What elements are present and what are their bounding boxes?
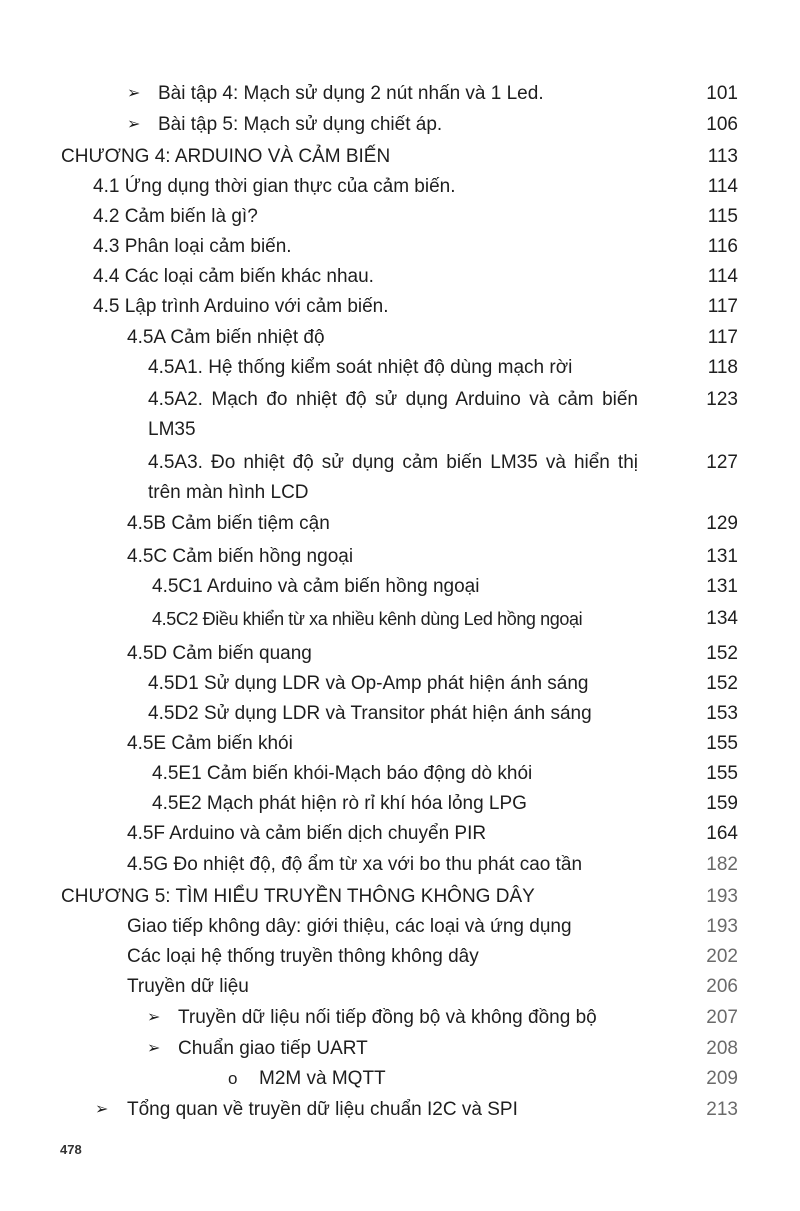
arrow-bullet-icon: ➢ [127, 85, 141, 102]
toc-entry-title: Tổng quan về truyền dữ liệu chuẩn I2C và SPI [127, 1099, 518, 1120]
toc-entry-title: 4.5D Cảm biến quang [127, 643, 312, 664]
toc-entry-page: 134 [706, 608, 738, 629]
toc-entry-page: 127 [706, 452, 738, 473]
toc-entry-page: 152 [706, 673, 738, 694]
toc-entry-title: 4.1 Ứng dụng thời gian thực của cảm biến. [93, 176, 456, 197]
toc-entry [0, 669, 800, 699]
toc-entry [0, 572, 800, 602]
arrow-bullet-icon: ➢ [147, 1009, 161, 1026]
toc-entry-page: 115 [707, 206, 738, 227]
toc-entry [0, 819, 800, 849]
toc-entry-title: 4.5C1 Arduino và cảm biến hồng ngoại [152, 576, 480, 597]
toc-entry-page: 118 [707, 357, 738, 378]
toc-entry [0, 542, 800, 572]
toc-entry-title: 4.5E Cảm biến khói [127, 733, 293, 754]
page-number: 478 [60, 1142, 82, 1157]
toc-entry-page: 209 [706, 1068, 738, 1089]
toc-entry-page: 123 [706, 389, 738, 410]
toc-entry-page: 131 [706, 546, 738, 567]
toc-entry [0, 353, 800, 383]
toc-entry-page: 213 [706, 1099, 738, 1120]
toc-entry [0, 789, 800, 819]
toc-chapter-title: CHƯƠNG 4: ARDUINO VÀ CẢM BIẾN [61, 146, 391, 167]
toc-entry-page: 117 [707, 327, 738, 348]
toc-entry-title: 4.5C2 Điều khiển từ xa nhiều kênh dùng Led hồng ngoại [152, 609, 583, 629]
toc-entry-page: 129 [706, 513, 738, 534]
toc-entry-page: 182 [706, 854, 738, 875]
toc-entry-page: 117 [707, 296, 738, 317]
arrow-bullet-icon: ➢ [127, 116, 141, 133]
toc-entry [0, 972, 800, 1002]
toc-entry [0, 1003, 800, 1033]
toc-entry [0, 942, 800, 972]
toc-entry-page: 114 [707, 176, 738, 197]
toc-entry-title: 4.5F Arduino và cảm biến dịch chuyển PIR [127, 823, 487, 844]
toc-entry-page: 116 [707, 236, 738, 257]
toc-entry [0, 262, 800, 292]
toc-entry-page: 152 [706, 643, 738, 664]
toc-entry-title: 4.3 Phân loại cảm biến. [93, 236, 292, 257]
toc-entry-title: 4.5D1 Sử dụng LDR và Op-Amp phát hiện ánh sáng [148, 673, 589, 694]
toc-entry [0, 448, 800, 508]
toc-entry-title: 4.2 Cảm biến là gì? [93, 206, 258, 227]
toc-entry [0, 292, 800, 322]
toc-entry-title: 4.5B Cảm biến tiệm cận [127, 513, 330, 534]
toc-entry [0, 323, 800, 353]
toc-entry-page: 114 [707, 266, 738, 287]
toc-entry-title: 4.5A2. Mạch đo nhiệt độ sử dụng Arduino và cảm biến LM35 [148, 389, 638, 440]
toc-entry-title: 4.5A1. Hệ thống kiểm soát nhiệt độ dùng mạch rời [148, 357, 573, 378]
toc-entry [0, 1064, 800, 1094]
toc-entry [0, 759, 800, 789]
toc-entry [0, 79, 800, 109]
toc-entry-page: 207 [706, 1007, 738, 1028]
toc-entry-title: 4.5 Lập trình Arduino với cảm biến. [93, 296, 389, 317]
arrow-bullet-icon: ➢ [147, 1040, 161, 1057]
toc-entry-page: 193 [706, 886, 738, 907]
toc-entry-title: 4.5D2 Sử dụng LDR và Transitor phát hiện ánh sáng [148, 703, 592, 724]
toc-entry-title: 4.5E1 Cảm biến khói-Mạch báo động dò khói [152, 763, 533, 784]
arrow-bullet-icon: ➢ [95, 1101, 109, 1118]
toc-entry-page: 208 [706, 1038, 738, 1059]
toc-chapter [0, 882, 800, 912]
toc-entry-page: 101 [706, 83, 738, 104]
toc-entry-page: 153 [706, 703, 738, 724]
toc-entry [0, 385, 800, 445]
toc-entry [0, 639, 800, 669]
toc-entry-title: 4.5A Cảm biến nhiệt độ [127, 327, 325, 348]
toc-entry-page: 202 [706, 946, 738, 967]
toc-entry-title: 4.5C Cảm biến hồng ngoại [127, 546, 354, 567]
toc-chapter-title: CHƯƠNG 5: TÌM HIỂU TRUYỀN THÔNG KHÔNG DÂY [61, 886, 535, 907]
toc-entry-page: 206 [706, 976, 738, 997]
circle-bullet-icon: o [228, 1069, 238, 1088]
toc-entry-page: 155 [706, 763, 738, 784]
toc-entry-title: 4.5E2 Mạch phát hiện rò rỉ khí hóa lỏng LPG [152, 793, 527, 814]
toc-entry-title: Bài tập 5: Mạch sử dụng chiết áp. [158, 114, 443, 135]
toc-entry-title: 4.5G Đo nhiệt độ, độ ẩm từ xa với bo thu phát cao tần [127, 854, 583, 875]
toc-entry [0, 1095, 800, 1125]
toc-entry [0, 699, 800, 729]
toc-entry-page: 159 [706, 793, 738, 814]
toc-entry-page: 106 [706, 114, 738, 135]
toc-entry [0, 110, 800, 140]
toc-entry-page: 155 [706, 733, 738, 754]
toc-entry-title: Giao tiếp không dây: giới thiệu, các loại và ứng dụng [127, 916, 572, 937]
toc-entry-page: 131 [706, 576, 738, 597]
toc-entry-page: 164 [706, 823, 738, 844]
toc-entry-title: 4.5A3. Đo nhiệt độ sử dụng cảm biến LM35 và hiển thị trên màn hình LCD [148, 452, 638, 503]
toc-entry [0, 509, 800, 539]
toc-entry-title: Bài tập 4: Mạch sử dụng 2 nút nhấn và 1 Led. [158, 83, 544, 104]
toc-entry-title: 4.4 Các loại cảm biến khác nhau. [93, 266, 374, 287]
toc-entry [0, 1034, 800, 1064]
toc-entry [0, 729, 800, 759]
toc-entry-title: Truyền dữ liệu [127, 976, 249, 997]
toc-entry [0, 912, 800, 942]
toc-chapter [0, 142, 800, 172]
toc-entry [0, 850, 800, 880]
toc-entry [0, 172, 800, 202]
toc-entry [0, 232, 800, 262]
toc-entry-page: 193 [706, 916, 738, 937]
toc-entry-title: Chuẩn giao tiếp UART [178, 1038, 368, 1059]
toc-entry [0, 202, 800, 232]
toc-entry-title: Các loại hệ thống truyền thông không dây [127, 946, 479, 967]
toc-entry-title: M2M và MQTT [259, 1068, 386, 1089]
toc-entry-page: 113 [707, 146, 738, 167]
toc-entry [0, 604, 800, 634]
toc-entry-title: Truyền dữ liệu nối tiếp đồng bộ và không đồng bộ [178, 1007, 597, 1028]
